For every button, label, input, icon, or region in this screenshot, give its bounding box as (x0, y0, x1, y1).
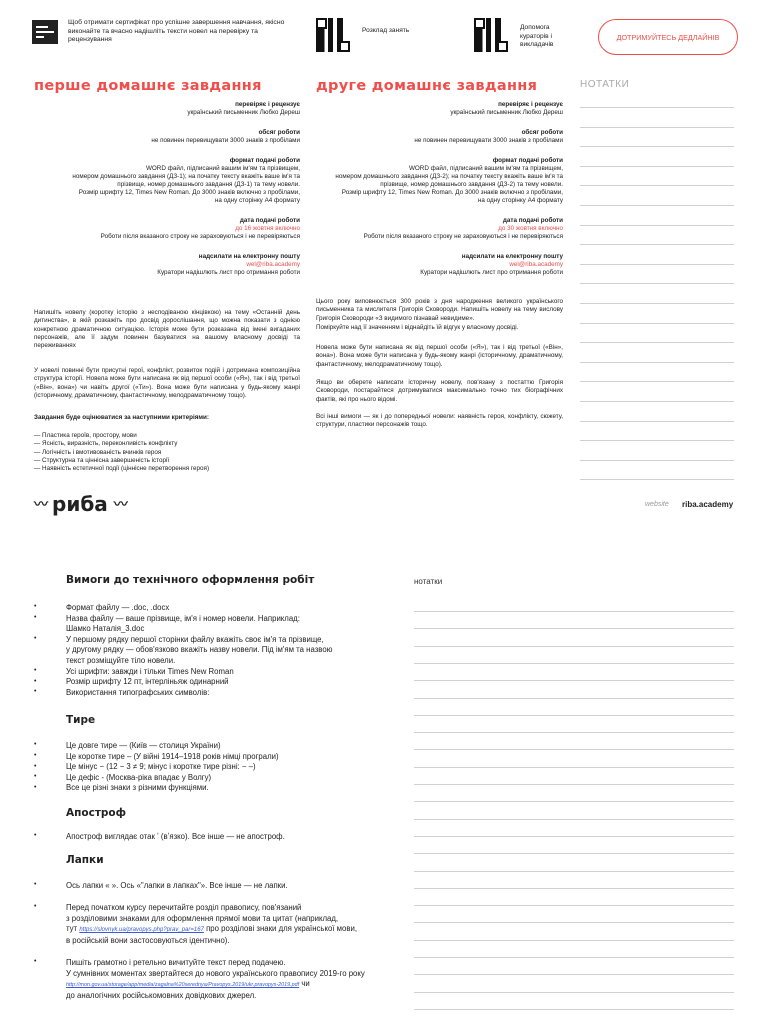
hw2-reviewer-value: український письменник Любко Дереш (450, 109, 563, 116)
quotes-title: Лапки (66, 854, 104, 866)
header-doc-icon (32, 20, 58, 44)
note-line (414, 628, 734, 629)
website-link[interactable]: riba.academy (682, 500, 734, 509)
hw2-format-line: Розмір шрифту 12, Times New Roman. До 3000 знаків включно з пробілами, (341, 189, 563, 196)
hw2-reviewer-label: перевіряє і рецензує (498, 101, 563, 108)
note-line (414, 767, 734, 768)
tech-item: Розмір шрифту 12 пт, інтерліньяж одинарний (66, 677, 229, 687)
write-link-post: чи (301, 979, 310, 989)
hw1-format-line: WORD файл, підписаний вашим ім'ям та прізвищем, (145, 165, 300, 172)
hw1-description: Напишіть новелу (коротку історію з несподіваною кінцівкою) на тему «Останній день дитинства», в якій розкажіть про досвід дорослішання, що можна показати з однією конкретною драматичною ситуацією. Історія може бути розказана від імені вигаданих персонажів, але її задум повинен базуватися на вашому власному досвіді та переживаннях (34, 309, 300, 350)
before-link-pre: тут (66, 924, 78, 934)
write-link-line (66, 979, 396, 991)
note-line (414, 922, 734, 923)
bullet-icon: • (34, 903, 37, 910)
hw1-reviewer-label: перевіряє і рецензує (235, 101, 300, 108)
hw1-date-label: дата подачі роботи (239, 217, 300, 224)
hw2-title: друге домашнє завдання (316, 78, 538, 94)
note-line (580, 264, 734, 265)
note-line (414, 957, 734, 958)
support-qr-label: Допомога кураторів і викладачів (520, 24, 554, 49)
bullet-icon: • (34, 741, 37, 748)
hw2-date-value: до 30 жовтня включно (498, 225, 563, 232)
tech-item: Усі шрифти: завжди і тільки Times New Roman (66, 666, 234, 676)
note-line (414, 940, 734, 941)
write-block (66, 958, 396, 1001)
tech-item: Використання типографських символів: (66, 687, 210, 697)
note-line (414, 836, 734, 837)
hw1-format-line: прізвище, номер домашнього завдання (ДЗ-1) та тему новели. (117, 181, 300, 188)
before-line: Перед початком курсу перечитайте розділ правопису, пов'язаний (66, 903, 302, 912)
hw1-title: перше домашнє завдання (34, 78, 262, 94)
note-line (414, 749, 734, 750)
apos-item: Апостроф виглядає отак ʼ (вʼязко). Все інше — не апостроф. (66, 832, 285, 841)
bullet-icon: • (34, 678, 37, 685)
write-line: Пишіть грамотно і ретельно вичитуйте текст перед подачею. (66, 958, 286, 967)
bullet-icon: • (34, 763, 37, 770)
before-block (66, 903, 396, 946)
brand-logo (34, 492, 126, 516)
hw2-volume-label: обсяг роботи (521, 129, 563, 136)
criteria-item: — Структурна та ціннісна завершеність історії (34, 456, 170, 464)
note-line (580, 401, 734, 402)
pravopys-link[interactable]: https://slovnyk.ua/pravopys.php?prav_par=167 (79, 927, 204, 934)
hw1-reviewer-value: український письменник Любко Дереш (187, 109, 300, 116)
bullet-icon: • (34, 773, 37, 780)
dash-item: Це довге тире — (Київ — столиця України) (66, 741, 221, 750)
hw2-email-label: надсилати на електронну пошту (461, 253, 563, 260)
note-line (414, 992, 734, 993)
write-last: до аналогічних російськомовних довідкових джерел. (66, 990, 257, 1000)
note-line (414, 732, 734, 733)
wave-left-icon: 〰 (34, 496, 46, 512)
tech-item: Формат файлу — .doc, .docx (66, 603, 170, 612)
hw2-email-note: Куратори надішлють лист про отримання роботи (420, 269, 563, 276)
note-line (580, 244, 734, 245)
hw2-fields (310, 101, 563, 277)
apos-title: Апостроф (66, 807, 127, 819)
dash-title: Тире (66, 714, 96, 726)
bullet-icon: • (34, 881, 37, 888)
note-line (414, 1009, 734, 1010)
hw1-volume-label: обсяг роботи (258, 129, 300, 136)
hw2-email-link[interactable]: wel@riba.academy (509, 261, 563, 268)
brand-logo-text: риба (52, 492, 108, 516)
hw1-email-label: надсилати на електронну пошту (198, 253, 300, 260)
note-line (580, 225, 734, 226)
note-line (414, 871, 734, 872)
note-line (580, 479, 734, 480)
hw2-description-3: Новела може бути написана як від першої особи («Я»), так і від третьої («Він», вона»). Вона може бути написана у будь-якому жанрі (історичному, драматичному, фантастичному, мелодраматичному тощо). (316, 344, 563, 368)
note-line (414, 819, 734, 820)
hw2-description-5: Всі інші вимоги — як і до попередньої новели: наявність героя, конфлікту, сюжету, структури, пластики персонажів тощо. (316, 413, 563, 429)
criteria-item: — Пластика героїв, простору, мови (34, 432, 137, 439)
bullet-icon: • (34, 614, 37, 621)
hw1-date-value: до 16 жовтня включно (235, 225, 300, 232)
hw2-description-2: Поміркуйте над її значенням і віднайдіть їй відгук у власному досвіді. (316, 324, 519, 331)
bullet-icon: • (34, 784, 37, 791)
hw1-format-label: формат подачі роботи (229, 157, 300, 164)
dash-item: Це коротке тире – (У війні 1914–1918 років німці програли) (66, 751, 279, 761)
tech-title: Вимоги до технічного оформлення робіт (66, 574, 315, 586)
before-link-line (66, 924, 396, 936)
note-line (414, 715, 734, 716)
note-line (414, 611, 734, 612)
pravopys-2019-link[interactable]: http://mon.gov.ua/storage/app/media/zagalna%20serednya/Pravopys.2019/ukr.pravopys-2019.pdf (66, 982, 300, 989)
note-line (580, 440, 734, 441)
before-last: в російській вони застосовуються ідентично). (66, 935, 230, 945)
notes-top-title: НОТАТКИ (580, 79, 630, 90)
bullet-icon: • (34, 603, 37, 610)
before-link-post: про розділові знаки для української мови, (206, 924, 358, 934)
tech-item: Назва файлу — ваше прізвище, ім'я і номер новели. Наприклад: (66, 613, 300, 623)
tech-item: текст розміщуйте тіло новели. (66, 655, 176, 665)
support-qr-icon[interactable] (474, 18, 508, 52)
note-line (580, 342, 734, 343)
header-intro: Щоб отримати сертифікат про успішне завершення навчання, якісно виконайте та вчасно надішліть тексти новел на перевірку та рецензування (68, 19, 285, 44)
note-line (414, 853, 734, 854)
website-label: website (645, 501, 669, 508)
dash-item: Все це різні знаки з різними функціями. (66, 783, 209, 793)
dash-item: Це дефіс - (Москва-ріка впадає у Волгу) (66, 772, 212, 782)
hw2-volume-value: не повинен перевищувати 3000 знаків з пробілами (414, 137, 563, 144)
hw2-format-label: формат подачі роботи (492, 157, 563, 164)
hw1-description-2: У новелі повинні бути присутні герої, конфлікт, розвиток подій і дотримана композиційна структура історії. Новела може бути написана як від першої особи («Я»), так і від третьої («Він», вона») чи навіть другої («Ти»). Вона може бути написана у будь-якому жанрі (історичному, драматичному, фантастичному, мелодраматичному тощо). (34, 367, 300, 399)
note-line (414, 974, 734, 975)
hw1-format-line: Розмір шрифту 12, Times New Roman. До 3000 знаків включно з пробілами, (78, 189, 300, 196)
note-line (414, 801, 734, 802)
note-line (580, 185, 734, 186)
hw2-format-line: на одну сторінку А4 формату (477, 197, 563, 204)
note-line (580, 303, 734, 304)
note-line (580, 460, 734, 461)
hw2-format-line: прізвище, номер домашнього завдання (ДЗ-2) та тему новели. (380, 181, 563, 188)
note-line (414, 905, 734, 906)
schedule-qr-label: Розклад занять (362, 27, 410, 34)
bullet-icon: • (34, 958, 37, 965)
bullet-icon: • (34, 635, 37, 642)
criteria-item: — Ясність, виразність, переконливість конфлікту (34, 440, 178, 448)
quotes-item: Ось лапки « ». Ось «"лапки в лапках"». Все інше — не лапки. (66, 881, 288, 890)
note-line (580, 166, 734, 167)
hw2-date-note: Роботи після вказаного строку не зараховуються і не перевіряються (363, 233, 563, 240)
criteria-item: — Наявність естетичної події (ціннісне перетворення героя) (34, 465, 210, 473)
note-line (580, 283, 734, 284)
dash-item: Це мінус − (12 − 3 ≠ 9; мінус і коротке тире різні: − –) (66, 762, 256, 772)
note-line (580, 421, 734, 422)
hw2-date-label: дата подачі роботи (502, 217, 563, 224)
note-line (414, 646, 734, 647)
note-line (580, 323, 734, 324)
hw1-email-link[interactable]: wel@riba.academy (246, 261, 300, 268)
note-line (580, 381, 734, 382)
hw1-criteria-list (34, 432, 300, 473)
hw2-format-line: номером домашнього завдання (ДЗ-2); на початку тексту вкажіть ваше ім'я та (335, 173, 563, 180)
note-line (414, 888, 734, 889)
bullet-icon: • (34, 688, 37, 695)
before-line: з розділовими знаками для оформлення прямої мови та цитат (наприклад, (66, 913, 339, 923)
criteria-item: — Логічність і вмотивованість вчинків героя (34, 448, 162, 456)
tech-item: Шамко Наталія_3.doc (66, 624, 145, 634)
hw1-volume-value: не повинен перевищувати 3000 знаків з пробілами (151, 137, 300, 144)
tech-item: у другому рядку — обов'язково вкажіть назву новели. Під ім'ям та назвою (66, 645, 333, 655)
tech-item: У першому рядку першої сторінки файлу вкажіть своє ім'я та прізвище, (66, 634, 324, 644)
note-line (414, 680, 734, 681)
hw2-description: Цього року виповнюється 300 років з дня народження великого українського письменника та мислителя Григорія Сковороди. Напишіть новелу на тему вислову Григорія Сковороди «З видимого пізнавай невидиме». (316, 298, 563, 322)
hw1-email-note: Куратори надішлють лист про отримання роботи (157, 269, 300, 276)
tech-list (66, 603, 396, 698)
hw1-criteria-title: Завдання буде оцінюватися за наступними критеріями: (34, 414, 210, 421)
hw2-format-line: WORD файл, підписаний вашим ім'ям та прізвищем, (408, 165, 563, 172)
tech-notes-title: нотатки (414, 577, 443, 586)
note-line (580, 146, 734, 147)
schedule-qr-icon[interactable] (316, 18, 350, 52)
note-line (580, 107, 734, 108)
note-line (414, 663, 734, 664)
hw1-fields (34, 101, 300, 277)
bullet-icon: • (34, 667, 37, 674)
note-line (580, 362, 734, 363)
bullet-icon: • (34, 832, 37, 839)
note-line (580, 205, 734, 206)
hw1-date-note: Роботи після вказаного строку не зараховуються і не перевіряються (100, 233, 300, 240)
dash-list (66, 741, 396, 794)
note-line (414, 698, 734, 699)
note-line (414, 784, 734, 785)
bullet-icon: • (34, 752, 37, 759)
write-line: У сумнівних моментах звертайтеся до нового українського правопису 2019-го року (66, 968, 365, 978)
note-line (580, 127, 734, 128)
hw1-format-line: номером домашнього завдання (ДЗ-1); на початку тексту вкажіть ваше ім'я та (72, 173, 300, 180)
deadline-button[interactable]: ДОТРИМУЙТЕСЬ ДЕДЛАЙНІВ (598, 19, 738, 55)
hw2-description-4: Якщо ви оберете написати історичну новелу, пов'язану з постаттю Григорія Сковороди, постарайтеся дотримуватися максимально точно тих біографічних фактів, які про нього відомі. (316, 379, 563, 403)
hw1-format-line: на одну сторінку А4 формату (214, 197, 300, 204)
wave-right-icon: 〰 (113, 496, 126, 512)
